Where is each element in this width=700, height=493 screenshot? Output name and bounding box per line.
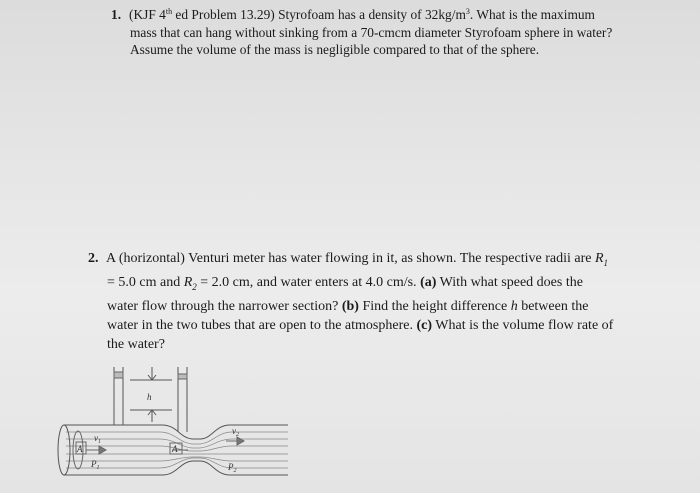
problem-1-line-2: mass that can hang without sinking from a 70-cmcm diameter Styrofoam sphere in water?	[130, 24, 613, 40]
label-v2-sub: 2	[236, 432, 239, 438]
label-v2	[232, 426, 239, 438]
problem-1-text: (KJF 4	[129, 7, 166, 22]
problem-2-text: between the	[517, 298, 589, 314]
problem-2-text: water flow through the narrower section?	[107, 298, 342, 314]
venturi-meter-figure	[52, 362, 292, 487]
subscript: 1	[603, 257, 609, 268]
label-a1: A	[77, 444, 83, 454]
problem-1-text: . What is the maximum	[469, 7, 595, 22]
problem-1-text: ed Problem 13.29) Styrofoam has a density of 32kg/m	[172, 7, 466, 22]
label-v1-sub: 1	[98, 439, 101, 445]
problem-2-text: = 2.0 cm, and water enters at 4.0 cm/s.	[196, 274, 421, 290]
problem-2-text: = 5.0 cm and	[107, 274, 184, 290]
problem-1-line-1	[111, 6, 671, 24]
problem-1-line-3: Assume the volume of the mass is negligible compared to that of the sphere.	[130, 42, 540, 57]
label-a2: A	[172, 444, 178, 454]
venturi-meter-diagram	[52, 362, 292, 487]
problem-2-text: water in the two tubes that are open to the atmosphere.	[107, 317, 417, 333]
superscript: 3	[465, 7, 470, 16]
subscript: 2	[192, 281, 197, 292]
problem-2-line-3	[88, 297, 663, 316]
problem-2-line-1	[88, 249, 663, 273]
problem-2-line-4	[88, 316, 663, 335]
problem-1-number: 1.	[111, 7, 122, 22]
part-label: (a)	[420, 274, 437, 290]
problem-2-text: Find the height difference	[358, 298, 511, 314]
problem-2-text: A (horizontal) Venturi meter has water flowing in it, as shown. The respective radii are	[106, 251, 595, 266]
label-h: h	[147, 392, 152, 402]
superscript: th	[165, 7, 173, 16]
part-label: (b)	[341, 298, 359, 314]
problem-2	[88, 249, 663, 354]
variable: R	[594, 251, 604, 266]
problem-2-line-2	[88, 273, 663, 297]
label-p2-sub: 2	[233, 468, 237, 474]
label-p2-text: P	[228, 462, 234, 472]
problem-2-number: 2.	[88, 251, 99, 266]
label-v1	[94, 433, 101, 445]
label-v2-text: v	[232, 426, 236, 436]
label-p1-sub: 1	[96, 465, 100, 471]
label-p2	[227, 462, 237, 474]
label-v1-text: v	[94, 433, 98, 443]
problem-2-line-5: the water?	[107, 336, 165, 352]
problem-2-text: What is the volume flow rate of	[432, 317, 614, 333]
variable: h	[510, 298, 518, 314]
problem-1	[111, 6, 671, 59]
part-label: (c)	[416, 317, 433, 333]
problem-2-text: With what speed does the	[436, 274, 583, 290]
variable: R	[183, 274, 193, 290]
label-p1-text: P	[91, 459, 97, 469]
